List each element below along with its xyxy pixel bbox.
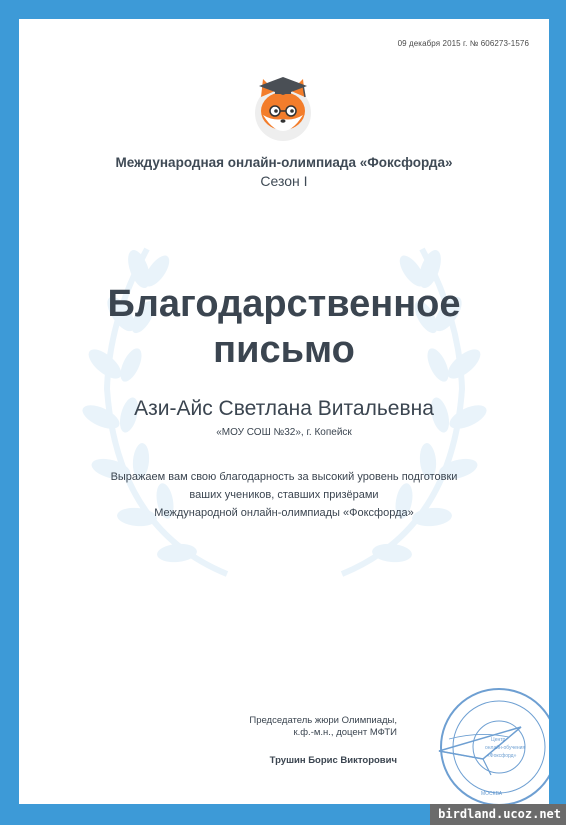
position-line-1: Председатель жюри Олимпиады,	[249, 715, 397, 726]
title-line-1: Благодарственное	[107, 283, 461, 325]
title-line-2: письмо	[213, 329, 355, 371]
message-line-2: ваших учеников, ставших призёрами	[189, 489, 379, 501]
round-seal-icon	[409, 679, 549, 804]
recipient-school: «МОУ СОШ №32», г. Копейск	[216, 427, 352, 438]
svg-text:«Фоксфорд»: «Фоксфорд»	[487, 753, 517, 759]
certificate-sheet	[19, 19, 549, 804]
svg-text:Центр: Центр	[491, 737, 506, 743]
certificate-number: 09 декабря 2015 г. № 606273-1576	[397, 39, 529, 48]
olympiad-title: Международная онлайн-олимпиада «Фоксфорда»	[115, 155, 453, 170]
signatory-position	[249, 715, 397, 739]
signatory-name: Трушин Борис Викторович	[269, 755, 397, 766]
position-line-2: к.ф.-м.н., доцент МФТИ	[293, 727, 397, 738]
document-title	[19, 281, 549, 373]
message-line-1: Выражаем вам свою благодарность за высокий уровень подготовки	[110, 471, 458, 483]
svg-text:МОСКВА: МОСКВА	[481, 791, 503, 797]
fox-with-graduation-cap-icon	[241, 69, 325, 141]
season-label: Сезон I	[260, 173, 308, 189]
gratitude-message	[49, 468, 519, 522]
svg-text:онлайн-обучения: онлайн-обучения	[485, 745, 526, 751]
recipient-name: Ази-Айс Светлана Витальевна	[134, 397, 434, 420]
watermark: birdland.ucoz.net	[430, 804, 566, 825]
message-line-3: Международной онлайн-олимпиады «Фоксфорда»	[154, 507, 414, 519]
